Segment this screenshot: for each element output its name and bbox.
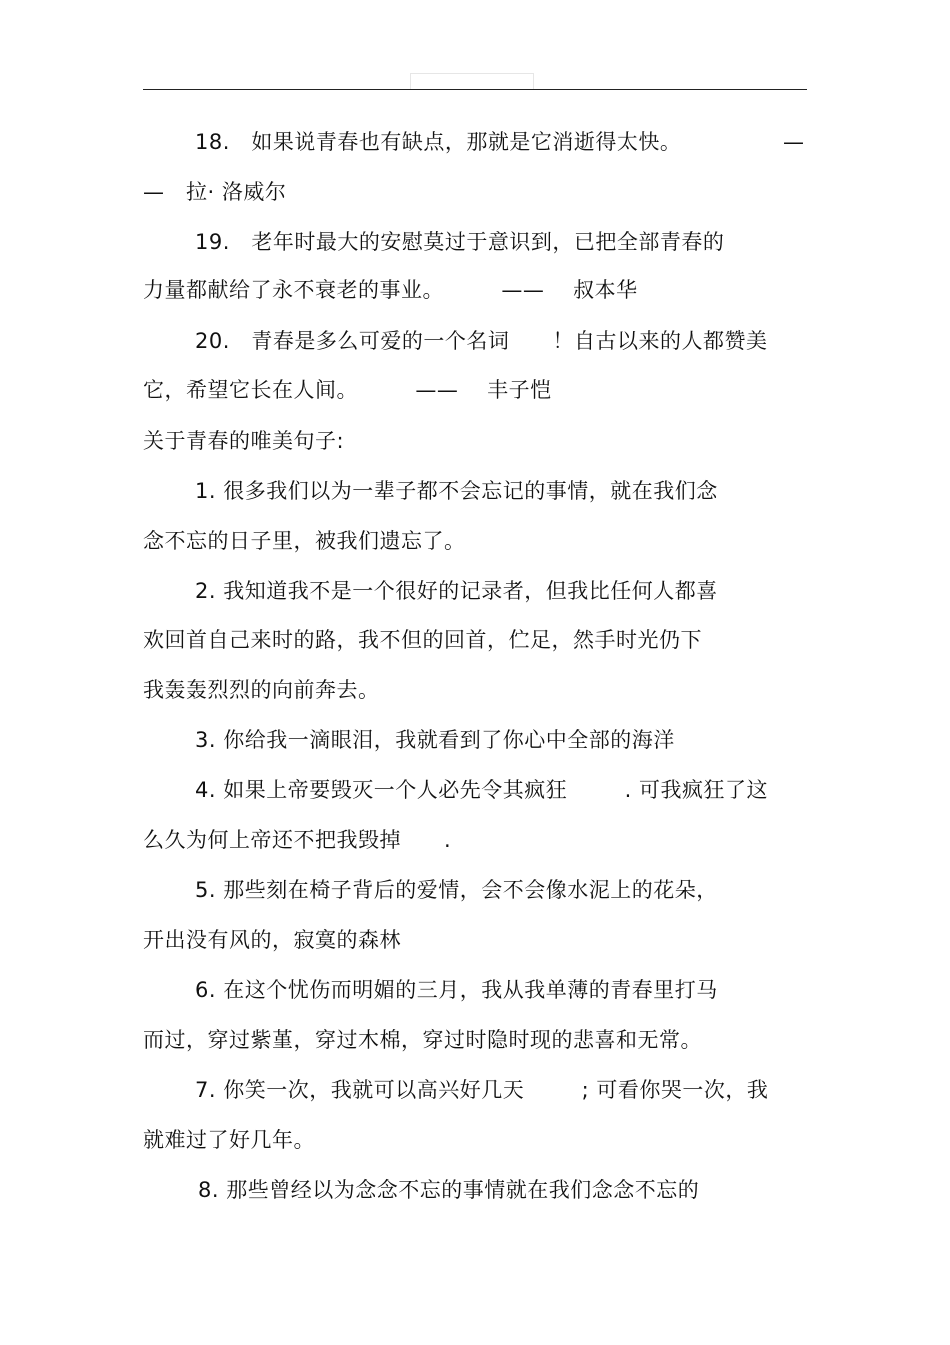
text-line-9: 念不忘的日子里，被我们遗忘了。 [143, 529, 466, 553]
text-line-4: 力量都献给了永不衰老的事业。 —— 叔本华 [143, 278, 638, 302]
text-line-13: 3. 你给我一滴眼泪，我就看到了你心中全部的海洋 [195, 728, 675, 752]
text-line-12: 我轰轰烈烈的向前奔去。 [143, 678, 380, 702]
text-line-1-dash: — [783, 130, 804, 154]
text-line-5: 20. 青春是多么可爱的一个名词 ！自古以来的人都赞美 [195, 329, 768, 353]
text-line-17: 开出没有风的，寂寞的森林 [143, 928, 401, 952]
text-line-2: — 拉· 洛威尔 [143, 180, 287, 204]
text-line-1: 18. 如果说青春也有缺点，那就是它消逝得太快。 [195, 130, 682, 154]
text-line-20: 7. 你笑一次，我就可以高兴好几天 ; 可看你哭一次，我 [195, 1078, 769, 1102]
text-line-21: 就难过了好几年。 [143, 1128, 315, 1152]
text-line-22: 8. 那些曾经以为念念不忘的事情就在我们念念不忘的 [198, 1178, 700, 1202]
page-header-tab [410, 73, 534, 89]
text-line-11: 欢回首自己来时的路，我不但的回首，伫足，然手时光仍下 [143, 628, 702, 652]
section-heading: 关于青春的唯美句子: [143, 429, 345, 453]
text-line-18: 6. 在这个忧伤而明媚的三月，我从我单薄的青春里打马 [195, 978, 718, 1002]
text-line-10: 2. 我知道我不是一个很好的记录者，但我比任何人都喜 [195, 579, 718, 603]
text-line-16: 5. 那些刻在椅子背后的爱情，会不会像水泥上的花朵， [195, 878, 718, 902]
text-line-8: 1. 很多我们以为一辈子都不会忘记的事情，就在我们念 [195, 479, 718, 503]
text-line-19: 而过，穿过紫堇，穿过木棉，穿过时隐时现的悲喜和无常。 [143, 1028, 702, 1052]
text-line-15: 么久为何上帝还不把我毁掉 . [143, 828, 452, 852]
text-line-3: 19. 老年时最大的安慰莫过于意识到，已把全部青春的 [195, 230, 725, 254]
text-line-6: 它，希望它长在人间。 —— 丰子恺 [143, 378, 552, 402]
header-rule [143, 89, 807, 90]
text-line-14: 4. 如果上帝要毁灭一个人必先令其疯狂 . 可我疯狂了这 [195, 778, 768, 802]
